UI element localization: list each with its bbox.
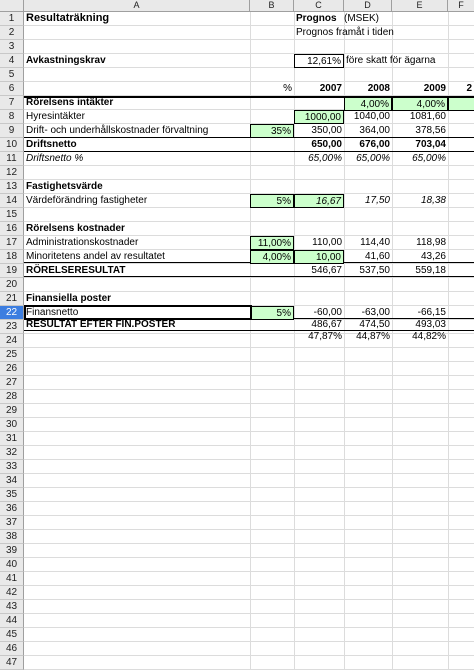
finansnetto-2008[interactable]: -63,00 [361, 307, 390, 318]
resultat-percent-2008[interactable]: 44,87% [356, 331, 390, 342]
resultat-percent-2009[interactable]: 44,82% [412, 331, 446, 342]
resultat-efter-fin-label[interactable]: RESULTAT EFTER FIN.POSTER [26, 319, 176, 330]
finansnetto-percent[interactable]: 5% [250, 306, 294, 320]
grid-row [24, 446, 474, 460]
row-header-22[interactable]: 22 [0, 306, 24, 320]
grid-row [24, 68, 474, 82]
row-header-31[interactable]: 31 [0, 432, 24, 446]
grid-row [24, 488, 474, 502]
finansnetto-label[interactable]: Finansnetto [26, 307, 79, 318]
rorelseresultat-2007[interactable]: 546,67 [311, 265, 342, 276]
row-header-24[interactable]: 24 [0, 334, 24, 348]
vardeforandring-2007[interactable]: 16,67 [294, 194, 344, 208]
hyresintakter-2007[interactable]: 1000,00 [294, 110, 344, 124]
driftsnetto-percent-2009[interactable]: 65,00% [412, 153, 446, 164]
column-header-a[interactable]: A [24, 0, 250, 12]
row-header-13[interactable]: 13 [0, 180, 24, 194]
grid-row [24, 558, 474, 572]
row-header-14[interactable]: 14 [0, 194, 24, 208]
row-header-47[interactable]: 47 [0, 656, 24, 670]
row-header-17[interactable]: 17 [0, 236, 24, 250]
driftsnetto-percent-2007[interactable]: 65,00% [308, 153, 342, 164]
grid-line [250, 12, 251, 670]
column-header-f[interactable]: F [448, 0, 474, 12]
minoritet-2009[interactable]: 43,26 [420, 251, 446, 262]
vardeforandring-2009[interactable]: 18,38 [420, 195, 446, 206]
row-header-16[interactable]: 16 [0, 222, 24, 236]
driftsnetto-percent-2008[interactable]: 65,00% [356, 153, 390, 164]
grid-row [24, 614, 474, 628]
vardeforandring-percent[interactable]: 5% [250, 194, 294, 208]
row-header-43[interactable]: 43 [0, 600, 24, 614]
driftsnetto-percent-label[interactable]: Driftsnetto % [26, 153, 84, 164]
row-header-26[interactable]: 26 [0, 362, 24, 376]
section-finansiella-poster[interactable]: Finansiella poster [26, 293, 112, 304]
row-header-44[interactable]: 44 [0, 614, 24, 628]
row-header-25[interactable]: 25 [0, 348, 24, 362]
section-fastighetsvarde[interactable]: Fastighetsvärde [26, 181, 103, 192]
grid-row [24, 376, 474, 390]
resultat-percent-2007[interactable]: 47,87% [308, 331, 342, 342]
resultat-efter-fin-2008[interactable]: 474,50 [359, 319, 390, 330]
row-header-38[interactable]: 38 [0, 530, 24, 544]
administration-percent[interactable]: 11,00% [250, 236, 294, 250]
minoritet-2008[interactable]: 41,60 [364, 251, 390, 262]
section-rorelsens-intakter[interactable]: Rörelsens intäkter [26, 97, 114, 108]
year-header-next[interactable]: 2 [466, 83, 472, 94]
row-header-33[interactable]: 33 [0, 460, 24, 474]
column-header-e[interactable]: E [392, 0, 448, 12]
column-header-b[interactable]: B [250, 0, 294, 12]
driftsnetto-label[interactable]: Driftsnetto [26, 139, 77, 150]
row-header-34[interactable]: 34 [0, 474, 24, 488]
row-header-40[interactable]: 40 [0, 558, 24, 572]
hyresintakter-2009[interactable]: 1081,60 [409, 111, 446, 122]
growth-input-2009[interactable]: 4,00% [392, 97, 448, 111]
active-cell-cursor [24, 305, 252, 320]
row-header-11[interactable]: 11 [0, 152, 24, 166]
percent-header[interactable]: % [283, 83, 292, 94]
prognos-label[interactable]: Prognos [296, 13, 337, 24]
administration-2007[interactable]: 110,00 [312, 237, 342, 248]
grid-row [24, 460, 474, 474]
row-header-4[interactable]: 4 [0, 54, 24, 68]
row-header-42[interactable]: 42 [0, 586, 24, 600]
drift-underhall-label[interactable]: Drift- och underhållskostnader förvaltning [26, 125, 209, 136]
driftsnetto-2007[interactable]: 650,00 [311, 139, 342, 150]
row-header-7[interactable]: 7 [0, 96, 24, 110]
row-header-32[interactable]: 32 [0, 446, 24, 460]
rorelseresultat-label[interactable]: RÖRELSERESULTAT [26, 265, 126, 276]
row-header-41[interactable]: 41 [0, 572, 24, 586]
rorelseresultat-2009[interactable]: 559,18 [415, 265, 446, 276]
section-rorelsens-kostnader[interactable]: Rörelsens kostnader [26, 223, 125, 234]
row-header-9[interactable]: 9 [0, 124, 24, 138]
row-header-3[interactable]: 3 [0, 40, 24, 54]
drift-underhall-2009[interactable]: 378,56 [415, 125, 446, 136]
row-header-29[interactable]: 29 [0, 404, 24, 418]
grid-row [24, 656, 474, 670]
grid-row [24, 348, 474, 362]
row-header-18[interactable]: 18 [0, 250, 24, 264]
row-header-21[interactable]: 21 [0, 292, 24, 306]
row-header-46[interactable]: 46 [0, 642, 24, 656]
row-header-15[interactable]: 15 [0, 208, 24, 222]
vardeforandring-label[interactable]: Värdeförändring fastigheter [26, 195, 148, 206]
sheet-title[interactable]: Resultaträkning [26, 12, 110, 24]
avkastningskrav-input[interactable]: 12,61% [294, 54, 344, 68]
administration-2009[interactable]: 118,98 [416, 237, 446, 248]
select-all-corner[interactable] [0, 0, 24, 12]
finansnetto-2007[interactable]: -60,00 [313, 307, 342, 318]
minoritet-label[interactable]: Minoritetens andel av resultatet [26, 251, 165, 262]
administration-2008[interactable]: 114,40 [360, 237, 390, 248]
driftsnetto-2009[interactable]: 703,04 [415, 139, 446, 150]
administration-label[interactable]: Administrationskostnader [26, 237, 139, 248]
row-header-45[interactable]: 45 [0, 628, 24, 642]
row-header-27[interactable]: 27 [0, 376, 24, 390]
hyresintakter-label[interactable]: Hyresintäkter [26, 111, 85, 122]
grid-row [24, 600, 474, 614]
row-header-23[interactable]: 23 [0, 320, 24, 334]
row-header-1[interactable]: 1 [0, 12, 24, 26]
drift-underhall-2007[interactable]: 350,00 [311, 125, 342, 136]
grid-row [24, 544, 474, 558]
grid-row [24, 40, 474, 54]
grid-row [24, 628, 474, 642]
driftsnetto-2008[interactable]: 676,00 [359, 139, 390, 150]
growth-input-2008[interactable]: 4,00% [344, 97, 392, 111]
drift-underhall-2008[interactable]: 364,00 [359, 125, 390, 136]
row-header-19[interactable]: 19 [0, 264, 24, 278]
grid-row [24, 278, 474, 292]
grid-row [24, 516, 474, 530]
column-header-d[interactable]: D [344, 0, 392, 12]
growth-input-next[interactable] [448, 97, 474, 111]
resultat-efter-fin-2009[interactable]: 493,03 [415, 319, 446, 330]
resultat-efter-fin-2007[interactable]: 486,67 [311, 319, 342, 330]
minoritet-percent[interactable]: 4,00% [250, 250, 294, 264]
row-header-30[interactable]: 30 [0, 418, 24, 432]
grid-row [24, 572, 474, 586]
row-header-2[interactable]: 2 [0, 26, 24, 40]
row-header-39[interactable]: 39 [0, 544, 24, 558]
grid-row [24, 418, 474, 432]
grid-row [24, 586, 474, 600]
year-header-2007[interactable]: 2007 [319, 83, 342, 94]
row-header-6[interactable]: 6 [0, 82, 24, 96]
row-header-10[interactable]: 10 [0, 138, 24, 152]
row-header-37[interactable]: 37 [0, 516, 24, 530]
row-header-20[interactable]: 20 [0, 278, 24, 292]
vardeforandring-2008[interactable]: 17,50 [364, 195, 390, 206]
rorelseresultat-2008[interactable]: 537,50 [359, 265, 390, 276]
finansnetto-2009[interactable]: -66,15 [417, 307, 446, 318]
hyresintakter-2008[interactable]: 1040,00 [353, 111, 390, 122]
avkastningskrav-note: före skatt för ägarna [346, 55, 436, 66]
avkastningskrav-label[interactable]: Avkastningskrav [26, 55, 106, 66]
grid-row [24, 502, 474, 516]
currency-label: (MSEK) [344, 13, 379, 24]
year-header-2009[interactable]: 2009 [423, 83, 446, 94]
grid-row [24, 530, 474, 544]
grid-row [24, 390, 474, 404]
minoritet-2007[interactable]: 10,00 [294, 250, 344, 264]
grid-row [24, 404, 474, 418]
year-header-2008[interactable]: 2008 [367, 83, 390, 94]
row-header-12[interactable]: 12 [0, 166, 24, 180]
row-header-5[interactable]: 5 [0, 68, 24, 82]
grid-row [24, 208, 474, 222]
row-header-36[interactable]: 36 [0, 502, 24, 516]
grid-row [24, 432, 474, 446]
row-header-35[interactable]: 35 [0, 488, 24, 502]
grid-row [24, 362, 474, 376]
grid-row [24, 642, 474, 656]
prognos-subtitle[interactable]: Prognos framåt i tiden [296, 27, 394, 38]
grid-row [24, 166, 474, 180]
grid-row [24, 474, 474, 488]
row-header-8[interactable]: 8 [0, 110, 24, 124]
row-header-28[interactable]: 28 [0, 390, 24, 404]
drift-underhall-percent[interactable]: 35% [250, 124, 294, 138]
column-header-c[interactable]: C [294, 0, 344, 12]
